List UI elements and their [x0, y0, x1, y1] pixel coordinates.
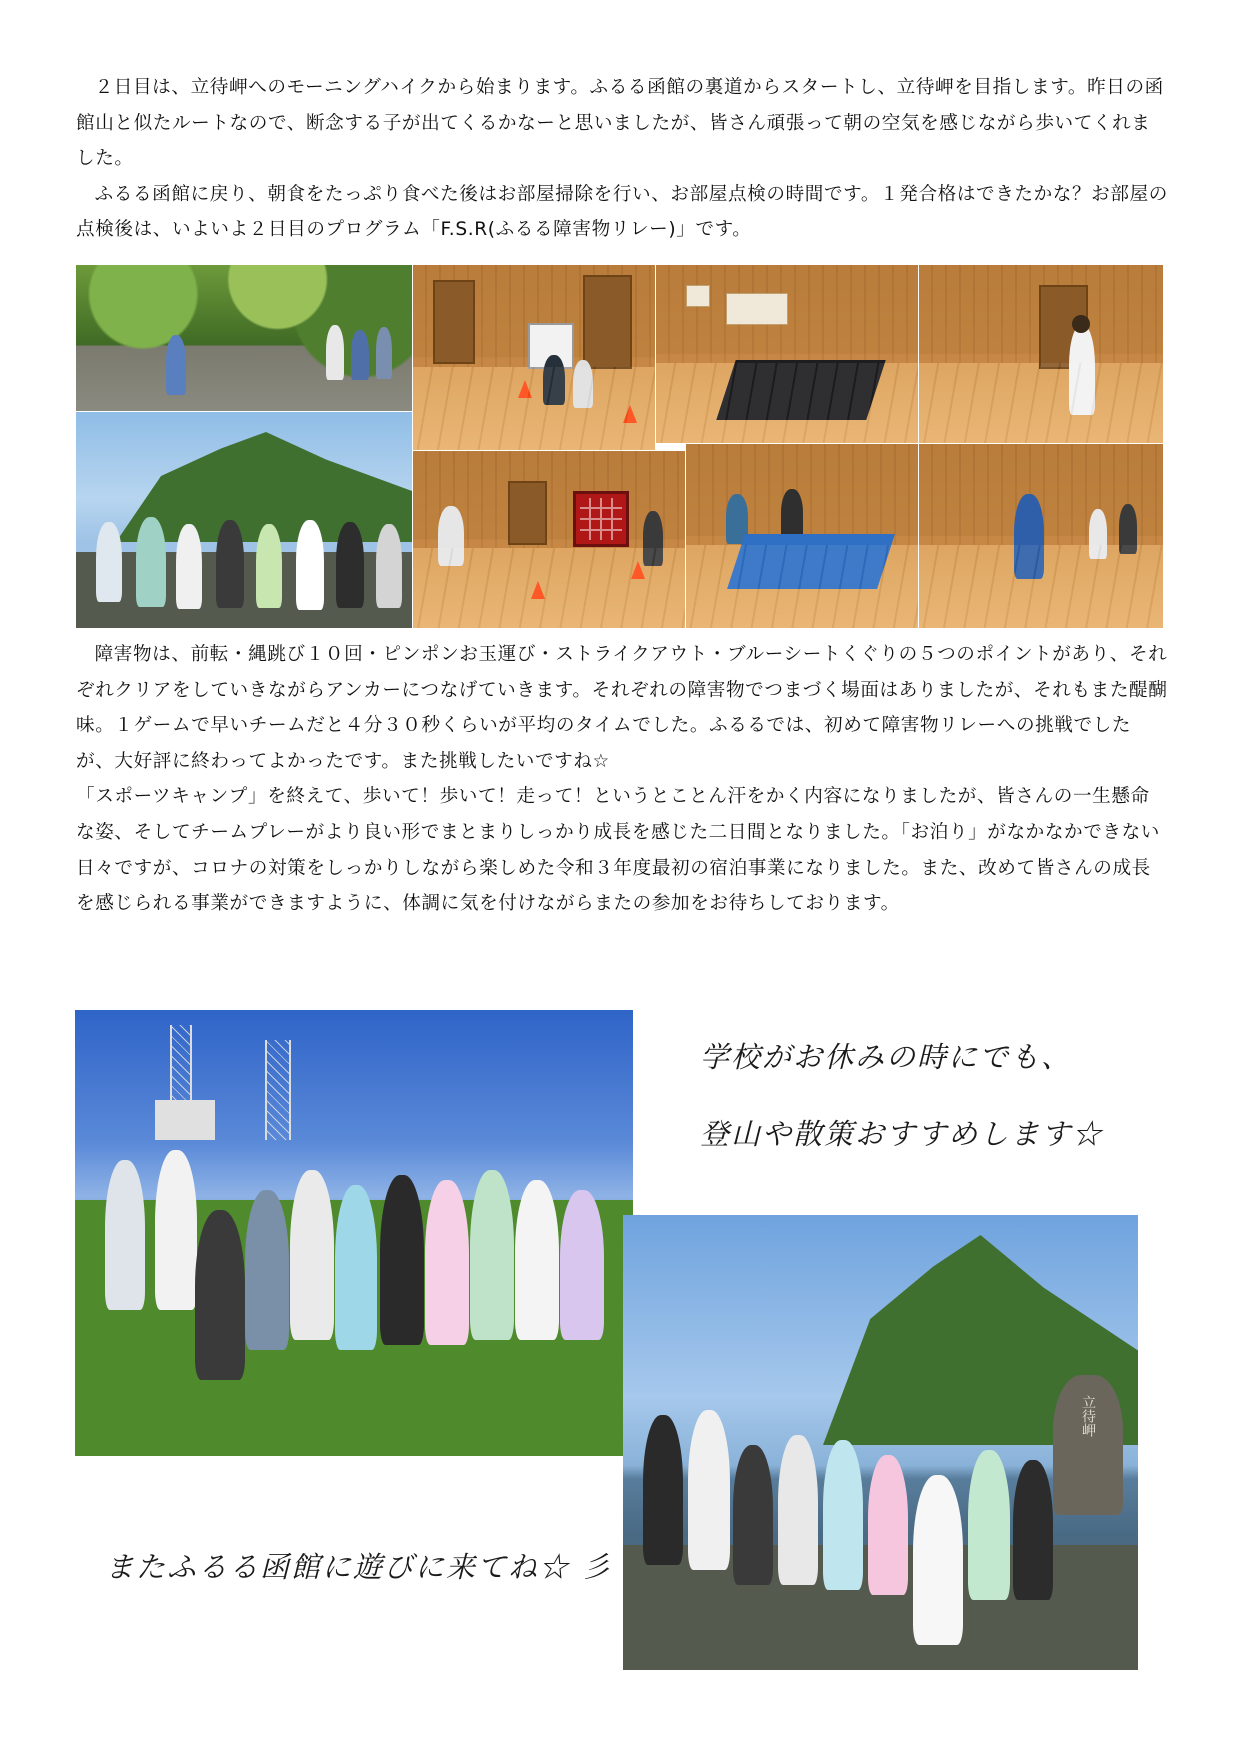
door — [583, 275, 632, 369]
child — [573, 360, 593, 408]
child — [470, 1170, 514, 1340]
hiker — [166, 335, 186, 395]
child — [425, 1180, 469, 1345]
child — [380, 1175, 424, 1345]
handwritten-note-line2: 登山や散策おすすめします☆ — [700, 1117, 1104, 1151]
paragraph-summary: 「スポーツキャンプ」を終えて、歩いて！歩いて！走って！というとことん汗をかく内容になりましたが、皆さんの一生懸命な姿、そしてチームプレーがより良い形でまとまりしっかり成長を感じた二日間となりました。「お泊り」がなかなかできない日々ですが、コロナの対策をしっかりしながら楽しめた令和３年度最初の宿泊事業になりました。また、改めて皆さんの成長を感じられる事業ができますように、体調に気を付けながらまたの参加をお待ちしております。 — [76, 786, 1161, 915]
intro-text — [76, 70, 1168, 248]
photo-gym-running — [413, 265, 655, 450]
child — [245, 1190, 289, 1350]
child — [376, 524, 402, 608]
child — [778, 1435, 818, 1585]
child — [216, 520, 244, 608]
child — [335, 1185, 377, 1350]
photo-gym-tarp — [656, 265, 918, 443]
photo-gym-strikeout — [413, 451, 685, 628]
child — [438, 506, 464, 566]
child — [515, 1180, 559, 1340]
poster — [686, 285, 710, 307]
photo-summit-group — [75, 1010, 633, 1456]
photo-coast-group — [76, 412, 412, 628]
hiker — [351, 330, 369, 380]
cone — [623, 405, 637, 423]
door — [508, 481, 547, 545]
child — [136, 517, 166, 607]
child — [1119, 504, 1137, 554]
child — [913, 1475, 963, 1645]
photo-gym-teacher — [919, 265, 1163, 443]
child — [1013, 1460, 1053, 1600]
hiker — [326, 325, 344, 380]
child — [560, 1190, 604, 1340]
strikeout-target — [573, 491, 629, 547]
hiker — [376, 327, 392, 379]
cone — [518, 380, 532, 398]
cone — [631, 561, 645, 579]
child — [195, 1210, 245, 1380]
photo-gym-blue-tarp — [686, 444, 918, 628]
blue-tarp — [727, 534, 895, 589]
child — [643, 511, 663, 566]
child — [96, 522, 122, 602]
door — [433, 280, 475, 364]
cone — [531, 581, 545, 599]
child — [688, 1410, 730, 1570]
child — [868, 1455, 908, 1595]
photo-cape-group — [623, 1215, 1138, 1670]
child — [105, 1160, 145, 1310]
cape-stone-marker — [1053, 1375, 1123, 1515]
radio-tower — [265, 1040, 291, 1140]
paragraph-morning-hike: ２日目は、立待岬へのモーニングハイクから始まります。ふるる函館の裏道からスタートし、立待岬を目指します。昨日の函館山と似たルートなので、断念する子が出てくるかなーと思いましたが、皆さん頑張って朝の空気を感じながら歩いてくれました。 — [76, 77, 1164, 170]
handwritten-note-line1: 学校がお休みの時にでも、 — [700, 1040, 1073, 1074]
child — [336, 522, 364, 608]
teacher — [1069, 325, 1095, 415]
paragraph-obstacle-relay: 障害物は、前転・縄跳び１０回・ピンポンお玉運び・ストライクアウト・ブルーシートくぐりの５つのポイントがあり、それぞれクリアをしていきながらアンカーにつなげていきます。それぞれの障害物でつまづく場面はありましたが、それもまた醍醐味。１ゲームで早いチームだと４分３０秒くらいが平均のタイムでした。ふるるでは、初めて障害物リレーへの挑戦でしたが、大好評に終わってよかったです。また挑戦したいですね☆ — [76, 644, 1168, 772]
child — [296, 520, 324, 610]
tarp — [716, 360, 885, 420]
child — [968, 1450, 1010, 1600]
building — [155, 1100, 215, 1140]
child — [1089, 509, 1107, 559]
child — [155, 1150, 197, 1310]
child — [823, 1440, 863, 1590]
handwritten-invitation: またふるる函館に遊びに来てね☆ 彡 — [105, 1550, 613, 1584]
poster — [726, 293, 788, 325]
paragraph-room-check: ふるる函館に戻り、朝食をたっぷり食べた後はお部屋掃除を行い、お部屋点検の時間です。１発合格はできたかな？お部屋の点検後は、いよいよ２日目のプログラム「F.S.R(ふるる障害物リレー)」です。 — [76, 183, 1168, 241]
child — [1014, 494, 1044, 579]
head — [1072, 315, 1090, 333]
child — [643, 1415, 683, 1565]
stone-marker-text: 立待岬 — [1080, 1395, 1096, 1437]
child — [176, 524, 202, 609]
child — [733, 1445, 773, 1585]
report-text — [76, 637, 1168, 922]
photo-forest-path — [76, 265, 412, 411]
child — [543, 355, 565, 405]
child — [256, 524, 282, 608]
photo-gym-relay — [919, 444, 1163, 628]
child — [290, 1170, 334, 1340]
